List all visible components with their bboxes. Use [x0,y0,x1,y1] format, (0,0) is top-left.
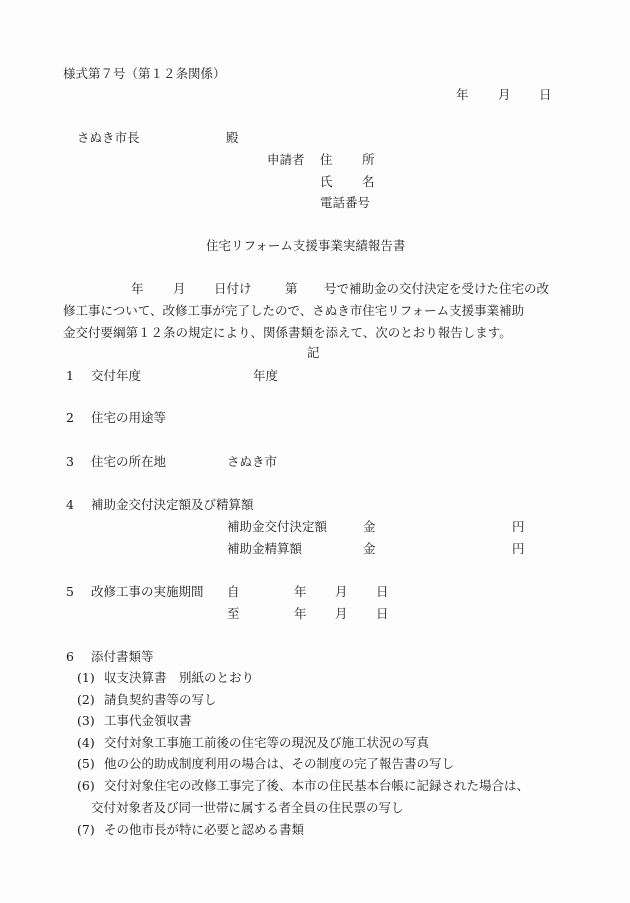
period-to-month: 月 [335,606,348,621]
date-day-label: 日 [539,87,552,102]
name-label-b: 名 [362,174,375,189]
item-label: 住宅の所在地 [91,454,167,469]
period-to-label: 至 [227,606,240,621]
item-label: 改修工事の実施期間 [91,584,204,599]
address-label-b: 所 [362,152,375,167]
applicant-label: 申請者 [267,152,305,167]
attachment-number: (7) [77,822,95,837]
item-value: 年度 [253,368,279,383]
period-from-month: 月 [335,584,348,599]
address-label-a: 住 [320,152,333,167]
item-number: 2 [66,410,74,425]
body-line3: 金交付要綱第１２条の規定により、関係書類を添えて、次のとおり報告します。 [63,325,512,340]
attachment-text: その他市長が特に必要と認める書類 [104,822,305,837]
body-line2: 修工事について、改修工事が完了したので、さぬき市住宅リフォーム支援事業補助 [63,303,525,318]
ki-marker: 記 [307,345,320,360]
item-label: 添付書類等 [91,649,154,664]
attachment-text: 交付対象住宅の改修工事完了後、本市の住民基本台帳に記録された場合は、 [104,778,530,793]
attachment-number: (6) [77,778,95,793]
attachment-text-continued: 交付対象者及び同一世帯に属する者全員の住民票の写し [91,800,404,815]
grant-settlement-kin: 金 [363,541,376,556]
attachment-number: (2) [77,692,95,707]
item-value: さぬき市 [227,454,278,469]
body-day-suffix: 日付け [214,281,252,296]
body-year: 年 [131,281,144,296]
grant-decision-label: 補助金交付決定額 [227,519,328,534]
item-number: 5 [66,584,74,599]
attachment-number: (3) [77,713,95,728]
phone-label: 電話番号 [320,195,371,210]
period-to-year: 年 [294,606,307,621]
period-from-year: 年 [294,584,307,599]
grant-settlement-label: 補助金精算額 [227,541,303,556]
period-from-label: 自 [227,584,240,599]
grant-decision-kin: 金 [363,519,376,534]
attachment-text: 収支決算書 別紙のとおり [104,670,255,685]
recipient-honorific: 殿 [226,130,239,145]
item-number: 4 [66,497,74,512]
attachment-text: 請負契約書等の写し [104,692,217,707]
period-to-day: 日 [376,606,389,621]
item-label: 交付年度 [91,368,142,383]
attachment-number: (5) [77,756,95,771]
item-label: 補助金交付決定額及び精算額 [91,497,254,512]
recipient-name: さぬき市長 [77,130,140,145]
body-month: 月 [173,281,186,296]
date-year-label: 年 [456,87,469,102]
period-from-day: 日 [376,584,389,599]
grant-settlement-yen: 円 [512,541,525,556]
attachment-text: 交付対象工事施工前後の住宅等の現況及び施工状況の写真 [104,735,430,750]
form-number: 様式第７号（第１２条関係） [63,66,226,81]
item-number: 6 [66,649,74,664]
body-no-prefix: 第 [285,281,298,296]
body-line1-rest: 号で補助金の交付決定を受けた住宅の改 [324,281,550,296]
attachment-number: (4) [77,735,95,750]
item-number: 3 [66,454,74,469]
attachment-number: (1) [77,670,95,685]
name-label-a: 氏 [320,174,333,189]
date-month-label: 月 [498,87,511,102]
document-title: 住宅リフォーム支援事業実績報告書 [206,238,406,253]
item-label: 住宅の用途等 [91,410,167,425]
attachment-text: 他の公的助成制度利用の場合は、その制度の完了報告書の写し [104,756,455,771]
grant-decision-yen: 円 [512,519,525,534]
item-number: 1 [66,368,74,383]
attachment-text: 工事代金領収書 [104,713,192,728]
